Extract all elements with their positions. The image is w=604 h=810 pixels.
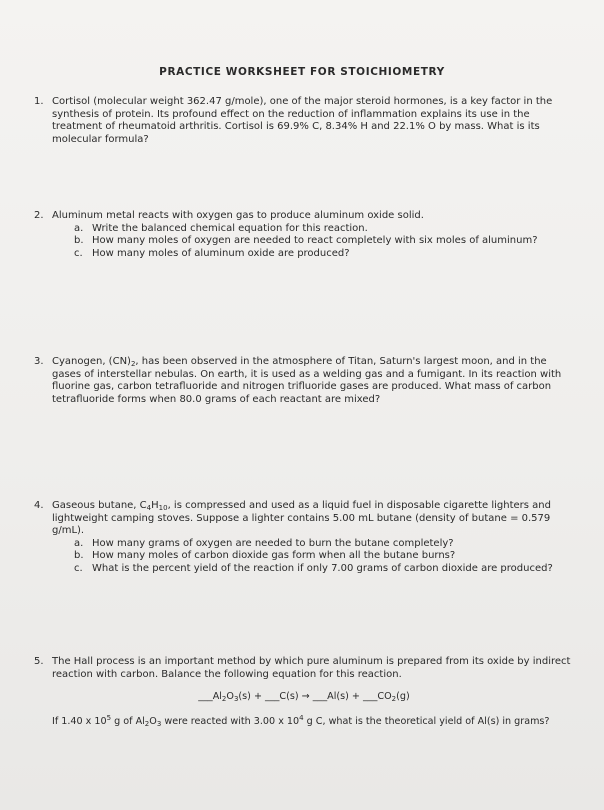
- text-run: If 1.40 x 10: [52, 715, 107, 727]
- question-5: [34, 656, 574, 728]
- question-number: 4.: [34, 500, 44, 511]
- question-4: [34, 500, 574, 576]
- subquestion-label: a.: [74, 222, 84, 234]
- question-text: Aluminum metal reacts with oxygen gas to produce aluminum oxide solid.: [52, 210, 424, 221]
- subquestion-label: b.: [74, 235, 84, 247]
- chemical-equation: [34, 691, 574, 704]
- text-run: ___Al: [198, 691, 222, 703]
- question-text: [52, 356, 574, 406]
- subquestion-text: How many grams of oxygen are needed to burn the butane completely?: [92, 537, 454, 549]
- subquestion-text: What is the percent yield of the reaction if only 7.00 grams of carbon dioxide are produced?: [92, 562, 553, 574]
- subquestion-label: b.: [74, 550, 84, 562]
- question-text: [52, 500, 574, 538]
- text-run: g C, what is the theoretical yield of Al(s) in grams?: [303, 715, 550, 727]
- subscript: 3: [233, 695, 239, 704]
- question-number: 2.: [34, 210, 44, 221]
- subquestion-b: [74, 550, 574, 563]
- subquestion-text: How many moles of aluminum oxide are produced?: [92, 247, 350, 259]
- subquestion-a: [74, 223, 574, 236]
- subquestion-c: [74, 563, 574, 576]
- subquestion-label: c.: [74, 247, 83, 259]
- subquestion-text: How many moles of carbon dioxide gas form when all the butane burns?: [92, 550, 456, 562]
- text-run: H: [151, 500, 159, 511]
- question-number: 5.: [34, 656, 44, 667]
- text-run: were reacted with 3.00 x 10: [161, 715, 300, 727]
- question-3: [34, 356, 574, 406]
- question-text: Cortisol (molecular weight 362.47 g/mole), one of the major steroid hormones, is a key factor in the synthesis of protein. Its profound effect on the reduction of inflammation explains its use in the treatment of rheumatoid arthritis. Cortisol is 69.9% C, 8.34% H and 22.1% O by mass. What is its molecular formula?: [52, 96, 553, 145]
- subquestion-label: a.: [74, 537, 84, 549]
- subscript: 4: [146, 504, 152, 512]
- text-run: , has been observed in the atmosphere of Titan, Saturn's largest moon, and in the gases of interstellar nebulas. On earth, it is used as a welding gas and a fumigant. In its reaction with fluorine gas, carbon tetrafluoride and nitrogen trifluoride gases are produced. What mass of carbon tetrafluoride forms when 80.0 grams of each reactant are mixed?: [52, 356, 562, 405]
- subquestion-c: [74, 248, 574, 261]
- page-title: PRACTICE WORKSHEET FOR STOICHIOMETRY: [159, 66, 445, 78]
- subscript: 2: [221, 695, 227, 704]
- text-run: Cyanogen, (CN): [52, 356, 131, 367]
- subscript: 2: [130, 360, 136, 368]
- question-number: 1.: [34, 96, 44, 107]
- text-run: O: [149, 715, 157, 727]
- text-run: (s) + ___C(s) → ___Al(s) + ___CO: [238, 691, 392, 703]
- text-run: Gaseous butane, C: [52, 500, 147, 511]
- question-number: 3.: [34, 356, 44, 367]
- text-run: g of Al: [111, 715, 145, 727]
- subscript: 3: [156, 719, 162, 728]
- question-2: [34, 210, 574, 260]
- subquestion-a: [74, 538, 574, 551]
- subscript: 2: [144, 719, 150, 728]
- question-text: The Hall process is an important method by which pure aluminum is prepared from its oxide by indirect reaction with carbon. Balance the following equation for this reaction.: [52, 656, 571, 680]
- superscript: 4: [299, 713, 304, 722]
- text-run: , is compressed and used as a liquid fuel in disposable cigarette lighters and lightweight camping stoves. Suppose a lighter contains 5.00 mL butane (density of butane = 0.579 g/mL).: [52, 500, 551, 537]
- text-run: O: [226, 691, 234, 703]
- superscript: 5: [106, 713, 112, 722]
- subquestion-label: c.: [74, 562, 83, 574]
- subscript: 10: [158, 504, 168, 512]
- subscript: 2: [391, 695, 397, 704]
- subquestion-text: How many moles of oxygen are needed to react completely with six moles of aluminum?: [92, 235, 538, 247]
- question-followup: [52, 713, 574, 729]
- subquestion-text: Write the balanced chemical equation for this reaction.: [92, 222, 368, 234]
- text-run: (g): [396, 691, 410, 703]
- question-1: [34, 96, 574, 146]
- subquestion-b: [74, 235, 574, 248]
